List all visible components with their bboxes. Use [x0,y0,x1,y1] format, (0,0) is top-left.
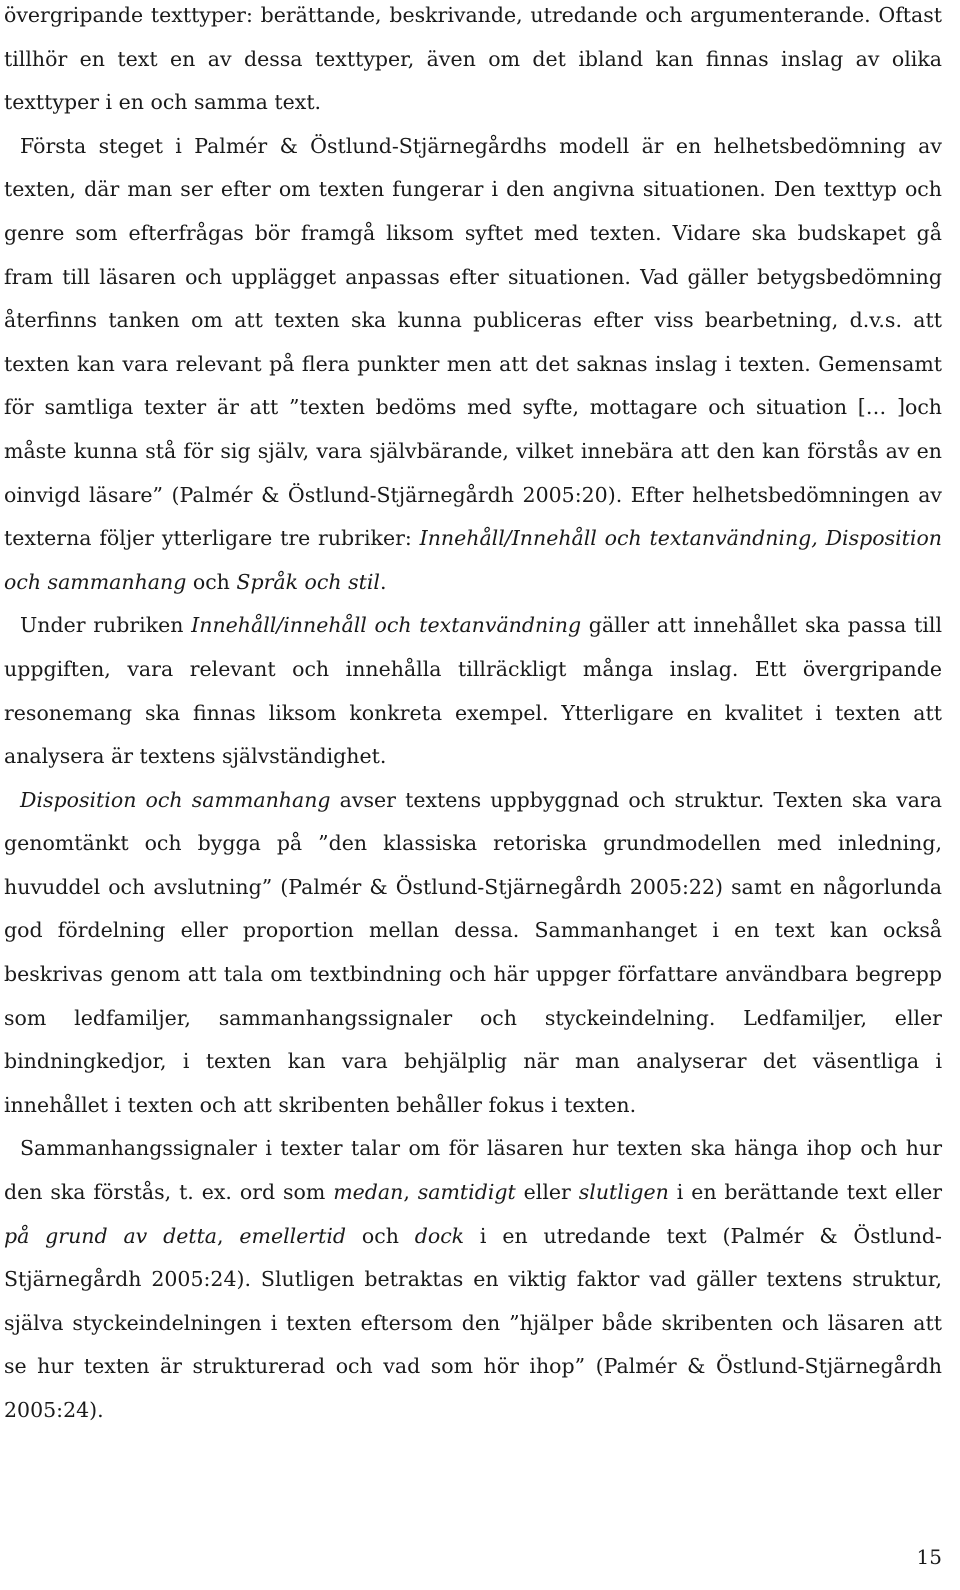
text-run: Under rubriken [20,613,192,638]
text-run: . [379,569,387,594]
paragraph-3 [4,604,942,778]
paragraph-4 [4,779,942,1128]
text-run: Första steget i Palmér & Östlund-Stjärnegårdhs modell är en helhetsbedömning av texten, där man ser efter om texten fungerar i den angivna situationen. Den texttyp och genre som efterfrågas bör framgå liksom syftet med texten. Vidare ska budskapet gå fram till läsaren och upplägget anpassas efter situationen. Vad gäller betygsbedömning återfinns tanken om att texten ska kunna publiceras efter viss bearbetning, d.v.s. att texten kan vara relevant på flera punkter men att det saknas inslag i texten. Gemensamt för samtliga texter är att ”texten bedöms med syfte, mottagare och situation [… ]och måste kunna stå för sig själv, vara självbärande, vilket innebära att den kan förstås av en oinvigd läsare” (Palmér & Östlund-Stjärnegårdh 2005:20). Efter helhetsbedömningen av texterna följer ytterligare tre rubriker: [4,133,942,551]
text-run: avser textens uppbyggnad och struktur. Texten ska vara genomtänkt och bygga på ”den klassiska retoriska grundmodellen med inledning, huvuddel och avslutning” (Palmér & Östlund-Stjärnegårdh 2005:22) samt en någorlunda god fördelning eller proportion mellan dessa. Sammanhanget i en text kan också beskrivas genom att tala om textbindning och här uppger författare användbara begrepp som ledfamiljer, sammanhangssignaler och styckeindelning. Ledfamiljer, eller bindningkedjor, i texten kan vara behjälplig när man analyserar det väsentliga i innehållet i texten och att skribenten behåller fokus i texten. [4,787,943,1117]
italic-text: slutligen [578,1180,669,1205]
text-run: i en utredande text (Palmér & Östlund-Stjärnegårdh 2005:24). Slutligen betraktas en viktig faktor vad gäller textens struktur, själva styckeindelningen i texten eftersom den ”hjälper både skribenten och läsaren att se hur texten är strukturerad och vad som hör ihop” (Palmér & Östlund-Stjärnegårdh 2005:24). [4,1223,942,1422]
text-run: och [186,569,237,594]
italic-text: samtidigt [417,1180,516,1205]
italic-text: Innehåll/innehåll och textanvändning [191,613,582,638]
text-run: Sammanhangssignaler i texter talar om för läsaren hur texten ska hänga ihop och hur den ska förstås, t. ex. ord som [4,1136,942,1205]
italic-text: Språk och stil [236,569,380,594]
paragraph-2 [4,125,942,605]
text-run: , [403,1180,418,1205]
italic-text: Disposition och sammanhang [20,787,331,812]
italic-text: emellertid [239,1223,347,1248]
body-text [4,0,942,1433]
italic-text: medan [333,1180,404,1205]
paragraph-1 [4,0,942,125]
text-run: övergripande texttyper: berättande, beskrivande, utredande och argumenterande. Oftast tillhör en text en av dessa texttyper, även om det ibland kan finnas inslag av olika texttyper i en och samma text. [4,3,942,115]
text-run: i en berättande text eller [668,1180,943,1205]
italic-text: Innehåll/Innehåll och textanvändning, Disposition och sammanhang [4,526,943,594]
page-number: 15 [916,1545,942,1569]
text-run: och [346,1223,415,1248]
text-run: eller [515,1180,579,1205]
italic-text: på grund av detta [4,1223,218,1248]
text-run: , [217,1223,240,1248]
text-run: gäller att innehållet ska passa till uppgiften, vara relevant och innehålla tillräckligt många inslag. Ett övergripande resonemang ska finnas liksom konkreta exempel. Ytterligare en kvalitet i texten att analysera är textens självständighet. [4,613,942,769]
paragraph-5 [4,1127,942,1432]
italic-text: dock [414,1223,465,1248]
